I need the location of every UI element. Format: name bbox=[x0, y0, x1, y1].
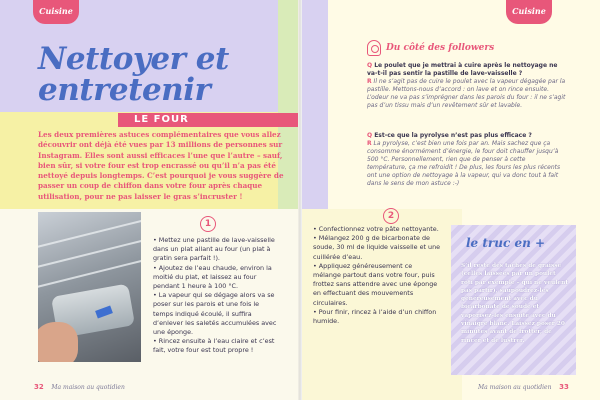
section-title: LE FOUR bbox=[134, 114, 189, 125]
category-tag: Cuisine bbox=[506, 0, 552, 24]
book-gutter bbox=[298, 0, 302, 400]
answer-text: La pyrolyse, c’est bien une fois par an. Mais sachez que ça consomme énormément d’énergie, le four doit chauffer jusqu’à 500 °C. Personnellement, rien que de penser à cette température, ça me refroidit ! De plus, les fours les plus récents ont une option de nettoyage à la vapeur, qui va donc tout à fait dans le sens de mon astuce :-) bbox=[367, 140, 561, 187]
qa-block bbox=[367, 62, 567, 110]
footer-text: Ma maison au quotidien bbox=[51, 384, 125, 391]
step-item: • Confectionnez votre pâte nettoyante. bbox=[313, 225, 439, 233]
step-item: • Mélangez 200 g de bicarbonate de soude, 30 ml de liquide vaisselle et une cuillérée d’eau. bbox=[313, 234, 441, 261]
page-title: Nettoyer et entretenir bbox=[38, 41, 229, 108]
step-item: • La vapeur qui se dégage alors va se poser sur les parois et une fois le temps indiqué écoulé, il suffira d’enlever les saletés accumulées avec une éponge. bbox=[153, 291, 277, 337]
step-item: • Pour finir, rincez à l’aide d’un chiffon humide. bbox=[313, 307, 437, 326]
lilac-band bbox=[302, 0, 328, 209]
page-footer-left bbox=[34, 383, 125, 391]
step-item: • Ajoutez de l’eau chaude, environ la moitié du plat, et laissez au four pendant 1 heure à 100 °C. bbox=[153, 263, 272, 291]
intro-paragraph: Les deux premières astuces complémentaires que vous allez découvrir ont déjà été vues par 13 millions de personnes sur Instagram. Elles sont aussi efficaces l’une que l’autre – sauf, bien sûr, si votre four est trop encrassé ou qu’il n’a pas été nettoyé depuis longtemps. C’est pourquoi je vous suggère de passer un coup de chiffon dans votre four après chaque utilisation, pour ne pas laisser le gras s’incruster ! bbox=[38, 130, 284, 201]
question-text: Le poulet que je mettrai à cuire après le nettoyage ne va-t-il pas sentir la pastille de lave-vaisselle ? bbox=[367, 62, 558, 77]
tip-text: S’il reste des taches de graisse (celles laissées par un poulet rôti par exemple – qui ne veulent pas partir), saupoudrez-les généreusement avec du bicarbonate de soude et vaporisez-les ensuite avec du vinaigre blanc. Laissez poser 20 minutes avant de frotter, de rincer et de lustrer. bbox=[461, 263, 569, 344]
step-list bbox=[153, 236, 281, 356]
step-item: • Mettez une pastille de lave-vaisselle dans un plat allant au four (un plat à gratin sera parfait !). bbox=[153, 236, 275, 263]
answer-marker: R bbox=[367, 78, 372, 85]
phone-icon bbox=[367, 40, 381, 56]
page-number: 32 bbox=[34, 383, 44, 391]
step-number-badge: 1 bbox=[200, 216, 216, 232]
category-tag: Cuisine bbox=[33, 0, 79, 24]
question-marker: Q bbox=[367, 62, 373, 69]
step-item: • Rincez ensuite à l’eau claire et c’est fait, votre four est tout propre ! bbox=[153, 337, 275, 355]
question-text: Est-ce que la pyrolyse n’est pas plus efficace ? bbox=[374, 132, 532, 139]
qa-block bbox=[367, 132, 567, 188]
step-list bbox=[313, 225, 441, 326]
hand-icon bbox=[38, 322, 78, 362]
answer-text: Il ne s’agit pas de cuire le poulet avec la vapeur dégagée par la pastille. Mettons-nous d’accord : on lave et on rince ensuite. L’odeur ne va pas s’imprégner dans les parois du four : il ne s’agit pas d’un tissu mais d’un revêtement sûr et lavable. bbox=[367, 78, 566, 109]
answer-marker: R bbox=[367, 140, 372, 147]
question-marker: Q bbox=[367, 132, 373, 139]
step-item: • Appliquez généreusement ce mélange partout dans votre four, puis frottez sans attendre avec une éponge en effectuant des mouvements circulaires. bbox=[313, 261, 438, 307]
page-footer-right bbox=[478, 383, 569, 391]
followers-heading: Du côté des followers bbox=[386, 43, 495, 53]
oven-photo bbox=[38, 212, 141, 362]
page-number: 33 bbox=[559, 383, 569, 391]
step-number-badge: 2 bbox=[383, 208, 399, 224]
footer-text: Ma maison au quotidien bbox=[478, 384, 552, 391]
tip-title: le truc en + bbox=[466, 236, 546, 250]
